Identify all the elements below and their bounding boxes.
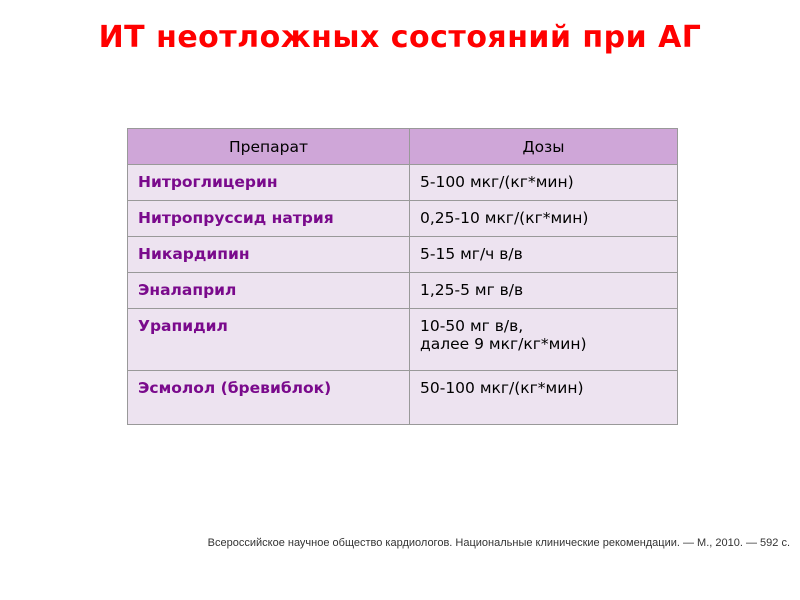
dose-text: далее 9 мкг/кг*мин) xyxy=(420,335,587,353)
drug-cell: Эналаприл xyxy=(128,273,410,309)
column-header-drug: Препарат xyxy=(128,129,410,165)
dose-text: 5-15 мг/ч в/в xyxy=(420,245,523,263)
dose-cell xyxy=(410,309,678,371)
dose-table xyxy=(127,128,678,425)
table-row xyxy=(128,371,678,425)
drug-cell: Эсмолол (бревиблок) xyxy=(128,371,410,425)
table-row xyxy=(128,165,678,201)
column-header-dose: Дозы xyxy=(410,129,678,165)
drug-cell: Нитроглицерин xyxy=(128,165,410,201)
table-row xyxy=(128,201,678,237)
page-title: ИТ неотложных состояний при АГ xyxy=(98,20,702,55)
dose-text: 5-100 мкг/(кг*мин) xyxy=(420,173,574,191)
table-header-row xyxy=(128,129,678,165)
drug-cell: Никардипин xyxy=(128,237,410,273)
drug-cell: Нитропруссид натрия xyxy=(128,201,410,237)
table-row xyxy=(128,309,678,371)
dose-text: 10-50 мг в/в, xyxy=(420,317,524,335)
table-row xyxy=(128,237,678,273)
dose-text: 50-100 мкг/(кг*мин) xyxy=(420,379,584,397)
dose-cell xyxy=(410,165,678,201)
dose-cell xyxy=(410,201,678,237)
dose-cell xyxy=(410,371,678,425)
drug-cell: Урапидил xyxy=(128,309,410,371)
dose-cell xyxy=(410,237,678,273)
table-row xyxy=(128,273,678,309)
citation-footnote: Всероссийское научное общество кардиологов. Национальные клинические рекомендации. — М., 2010. — 592 с. xyxy=(207,537,790,549)
dose-cell xyxy=(410,273,678,309)
dose-text: 1,25-5 мг в/в xyxy=(420,281,524,299)
dose-text: 0,25-10 мкг/(кг*мин) xyxy=(420,209,589,227)
